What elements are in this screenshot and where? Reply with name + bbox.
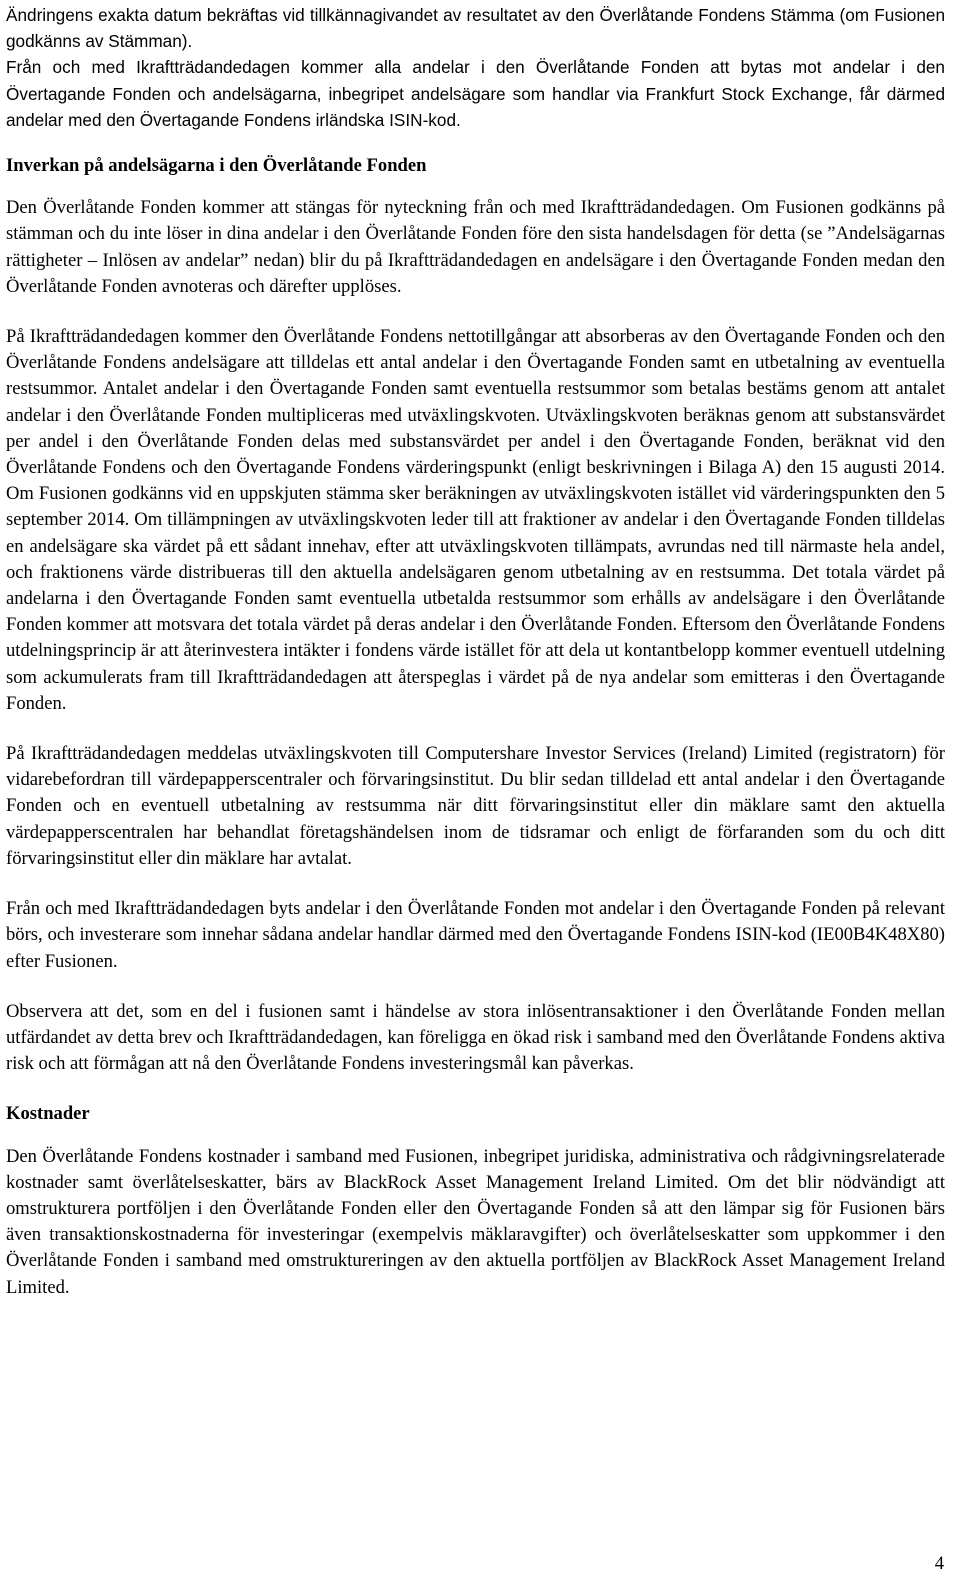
costs-paragraph: Den Överlåtande Fondens kostnader i samband med Fusionen, inbegripet juridiska, administrativa och rådgivningsrelaterade kostnader samt överlåtelseskatter, bärs av BlackRock Asset Management Ireland Limited. Om det blir nödvändigt att omstrukturera portföljen i den Överlåtande Fonden eller den Övertagande Fonden så att den lämpar sig för Fusionen bärs även transaktionskostnaderna för investeringar (exempelvis mäklaravgifter) och överlåtelseskatter som uppkommer i den Överlåtande Fonden i samband med omstruktureringen av den aktuella portföljen av BlackRock Asset Management Ireland Limited. bbox=[6, 1145, 945, 1298]
document-page bbox=[6, 0, 945, 1301]
impact-paragraph-4: Från och med Ikraftträdandedagen byts andelar i den Överlåtande Fonden mot andelar i den Övertagande Fonden på relevant börs, och investerare som innehar sådana andelar handlar därmed med den Övertagande Fondens ISIN-kod (IE00B4K48X80) efter Fusionen. bbox=[6, 898, 945, 972]
impact-paragraph-2: På Ikraftträdandedagen kommer den Överlåtande Fondens nettotillgångar att absorberas av den Övertagande Fonden och den Överlåtande Fondens andelsägare att tilldelas ett antal andelar i den Övertagande Fonden samt en utbetalning av eventuella restsummor. Antalet andelar i den Övertagande Fonden samt eventuella restsummor som betalas bestäms genom att antalet andelar i den Överlåtande Fonden multipliceras med utväxlingskvoten. Utväxlingskvoten beräknas genom att substansvärdet per andel i den Överlåtande Fonden delas med substansvärdet per andel i den Övertagande Fonden, beräknat vid den Överlåtande Fondens och den Övertagande Fondens värderingspunkt (enligt beskrivningen i Bilaga A) den 15 augusti 2014. Om Fusionen godkänns vid en uppskjuten stämma sker beräkningen av utväxlingskvoten istället vid värderingspunkten den 5 september 2014. Om tillämpningen av utväxlingskvoten leder till att fraktioner av andelar i den Övertagande Fonden tilldelas en andelsägare ska värdet på ett sådant innehav, efter att utväxlingskvoten tillämpats, avrundas ned till närmaste hela andel, och fraktionens värde distribueras till den aktuella andelsägaren genom utbetalning av en restsumma. Det totala värdet på andelarna i den Övertagande Fonden samt eventuella utbetalda restsummor som erhålls av andelsägare i den Överlåtande Fonden kommer att motsvara det totala värdet på deras andelar i den Överlåtande Fonden. Eftersom den Överlåtande Fondens utdelningsprincip är att återinvestera intäkter i fondens värde istället för att dela ut kontantbelopp kommer eventuell utdelning som ackumulerats fram till Ikraftträdandedagen att återspeglas i värdet på de nya andelar som emitteras i den Övertagande Fonden. bbox=[6, 326, 945, 714]
impact-paragraph-3: På Ikraftträdandedagen meddelas utväxlingskvoten till Computershare Investor Services (Ireland) Limited (registratorn) för vidarebefordran till värdepapperscentraler och förvaringsinstitut. Du blir sedan tilldelad ett antal andelar i den Övertagande Fonden och en eventuell utbetalning av restsumma när ditt förvaringsinstitut eller din mäklare samt den aktuella värdepapperscentralen har behandlat företagshändelsen inom de tidsramar och enligt de förfaranden som du och ditt förvaringsinstitut eller din mäklare har avtalat. bbox=[6, 743, 945, 869]
intro-paragraph-1: Ändringens exakta datum bekräftas vid tillkännagivandet av resultatet av den Överlåtande Fondens Stämma (om Fusionen godkänns av Stämman). bbox=[6, 5, 945, 52]
page-number: 4 bbox=[934, 1553, 944, 1574]
section-heading-impact: Inverkan på andelsägarna i den Överlåtande Fonden bbox=[6, 155, 427, 177]
impact-paragraph-5: Observera att det, som en del i fusionen samt i händelse av stora inlösentransaktioner i den Överlåtande Fonden mellan utfärdandet av detta brev och Ikraftträdandedagen, kan föreligga en ökad risk i samband med den Överlåtande Fondens aktiva risk och att förmågan att nå den Överlåtande Fondens investeringsmål kan påverkas. bbox=[6, 1000, 945, 1075]
section-heading-costs: Kostnader bbox=[6, 1103, 90, 1125]
intro-paragraph-2: Från och med Ikraftträdandedagen kommer alla andelar i den Överlåtande Fonden att bytas mot andelar i den Övertagande Fonden och andelsägarna, inbegripet andelsägare som handlar via Frankfurt Stock Exchange, får därmed andelar med den Övertagande Fondens irländska ISIN-kod. bbox=[6, 57, 945, 130]
impact-paragraph-1: Den Överlåtande Fonden kommer att stängas för nyteckning från och med Ikraftträdandedagen. Om Fusionen godkänns på stämman och du inte löser in dina andelar i den Överlåtande Fonden före den sista handelsdagen för detta (se ”Andelsägarnas rättigheter – Inlösen av andelar” nedan) blir du på Ikraftträdandedagen en andelsägare i den Övertagande Fonden medan den Överlåtande Fonden avnoteras och därefter upplöses. bbox=[6, 197, 945, 297]
